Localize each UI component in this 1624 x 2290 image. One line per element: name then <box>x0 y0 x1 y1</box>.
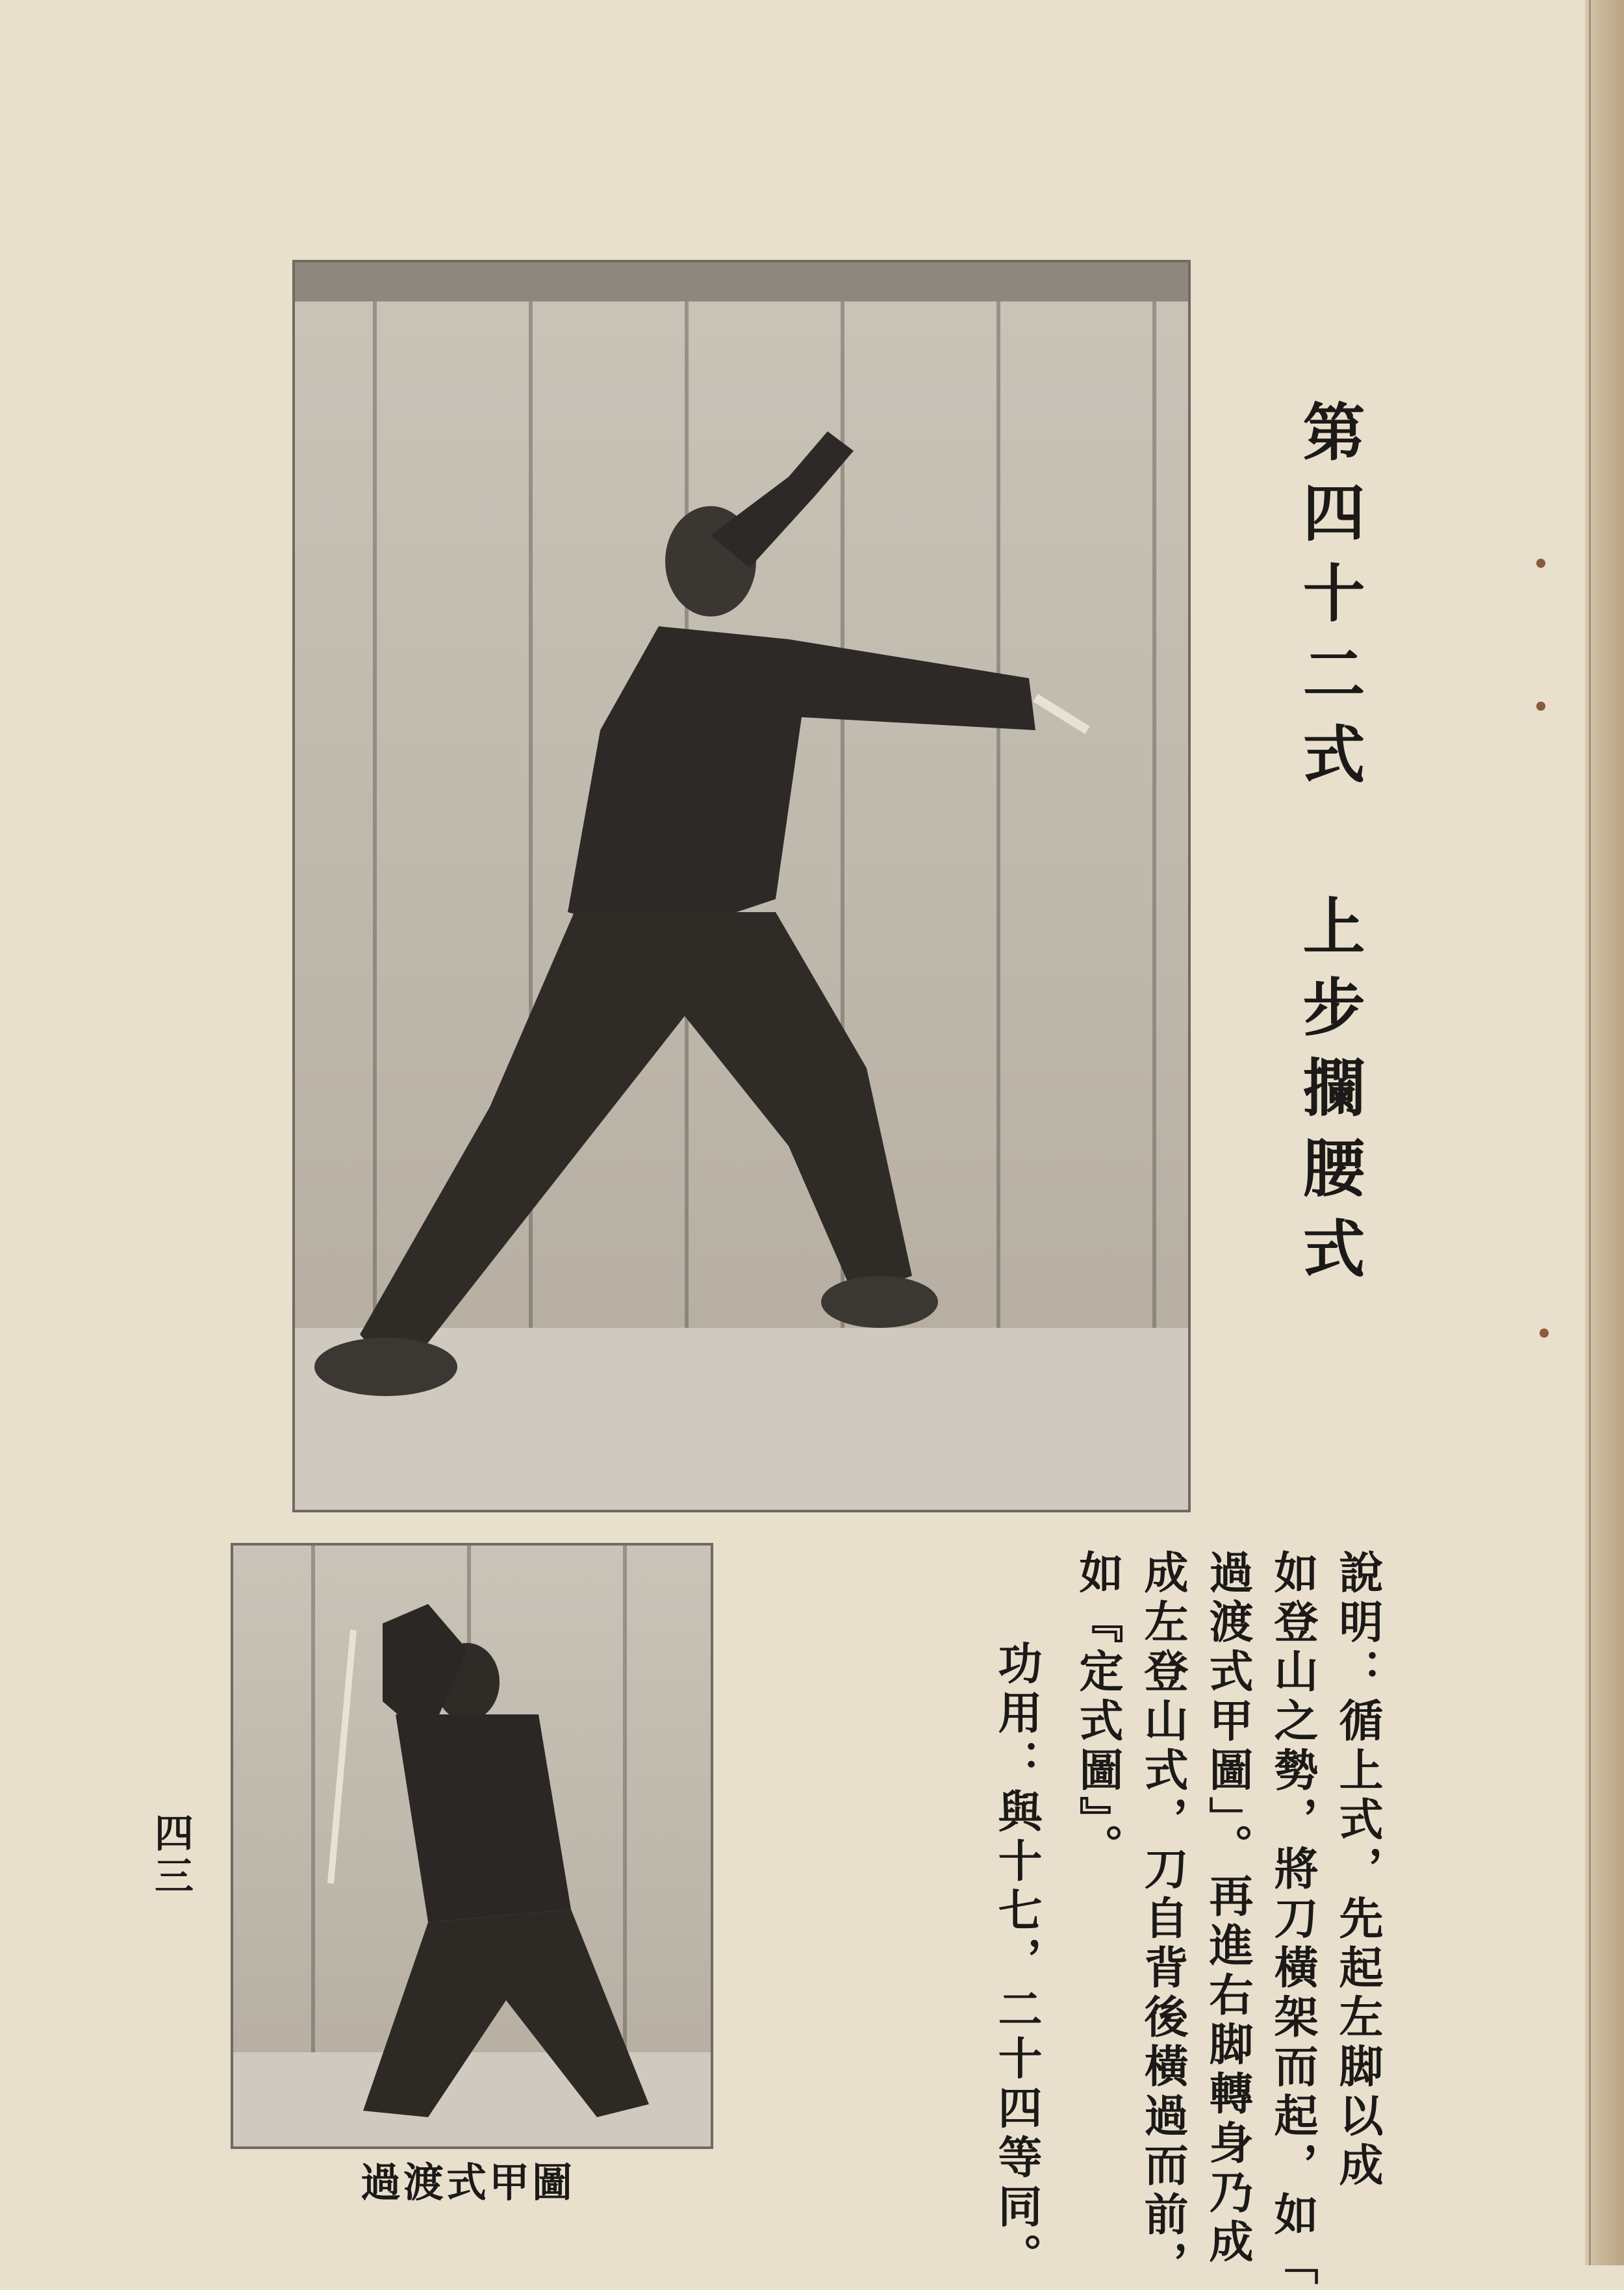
page-edge <box>1585 0 1624 2265</box>
small-photo-figure <box>233 1546 711 2146</box>
function-note: 功用：與十七，二十四等同。 <box>991 1640 1042 2282</box>
paper-speck <box>1536 702 1545 711</box>
body-column-3: 過渡式甲圖」。再進右脚轉身乃成 <box>1202 1549 1253 2268</box>
paper-speck <box>1540 1329 1549 1338</box>
main-photograph <box>292 260 1191 1512</box>
body-column-4: 成左登山式，刀自背後橫過而前， <box>1137 1549 1188 2290</box>
main-photo-figure <box>295 262 1188 1510</box>
small-photo-caption: 過渡式甲圖 <box>360 2159 575 2206</box>
paper-speck <box>1536 559 1545 568</box>
body-column-2: 如登山之勢，將刀橫架而起，如「 <box>1267 1549 1318 2290</box>
small-photograph <box>231 1543 713 2149</box>
body-column-5: 如『定式圖』。 <box>1072 1549 1123 1873</box>
page-number: 四三 <box>148 1813 194 1898</box>
chapter-title: 第四十二式 上步攔腰式 <box>1293 400 1366 1297</box>
body-column-1: 說明：循上式，先起左脚以成 <box>1332 1549 1383 2191</box>
